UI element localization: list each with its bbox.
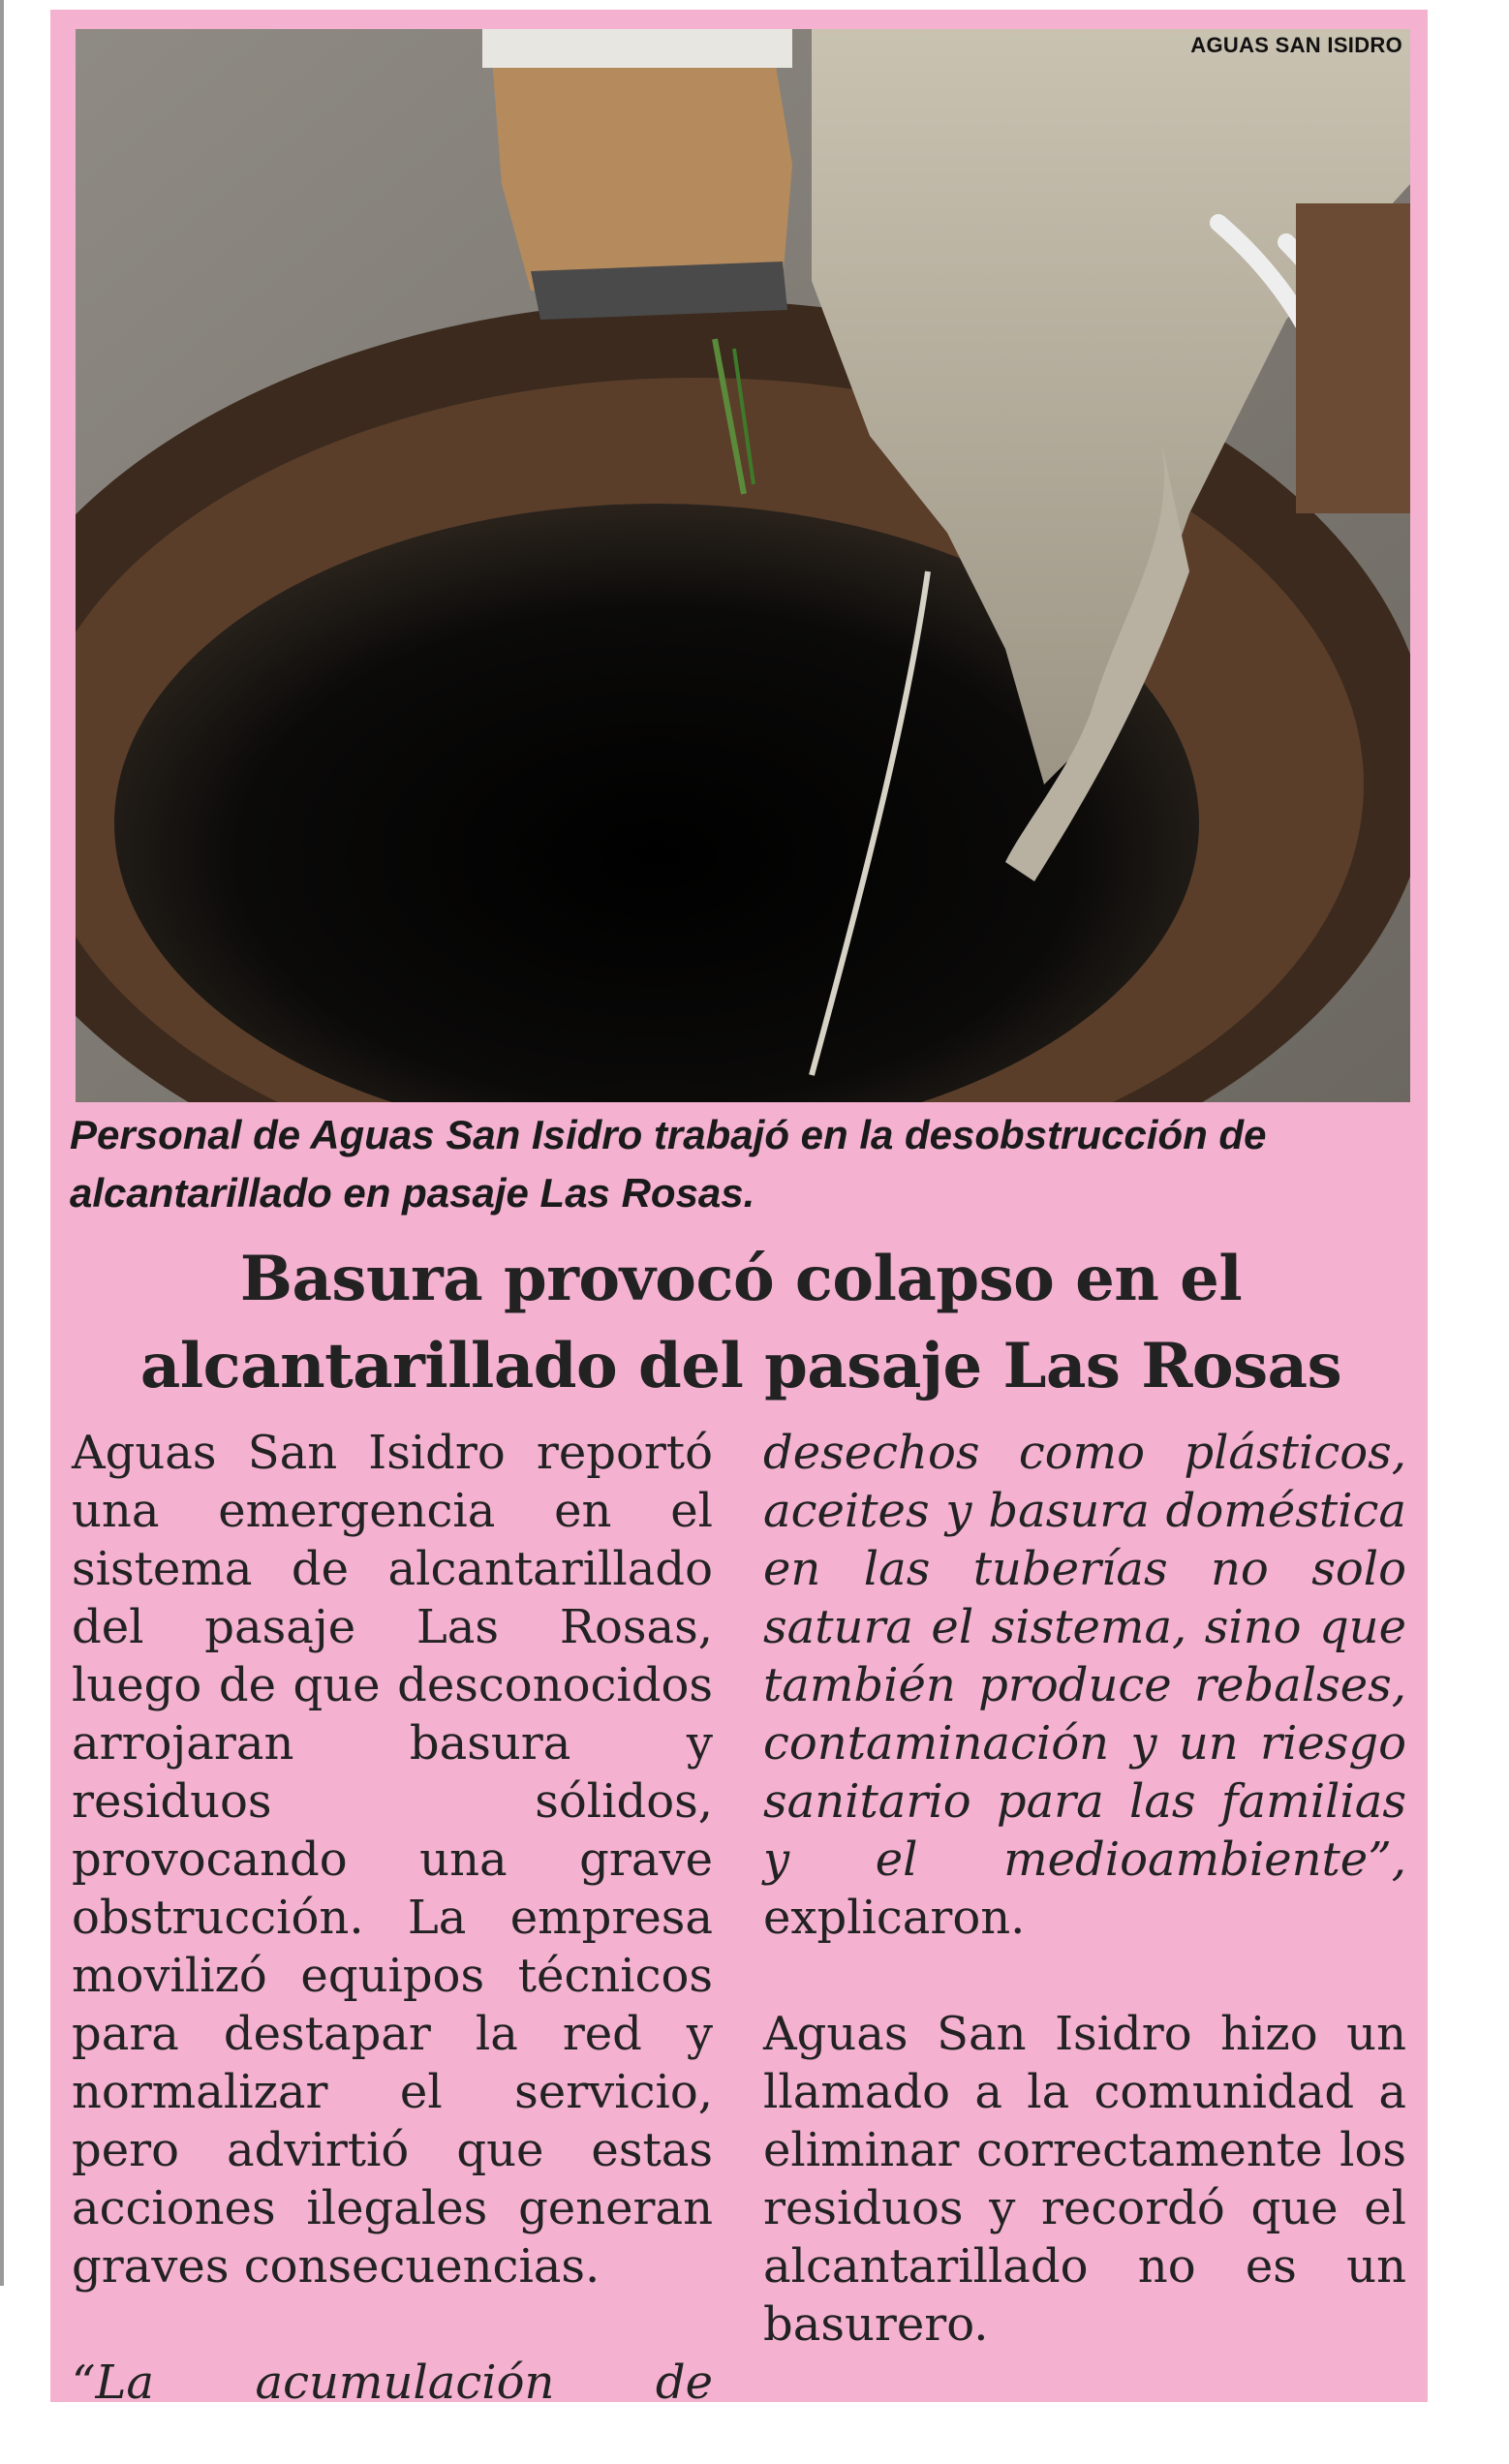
body-paragraph-1: Aguas San Isidro reportó una emergencia en el sistema de alcantarillado del pasaje Las Rosas, luego de que desconocidos arrojaran basura y residuos sólidos, provocando una grave obstrucción. La empresa movilizó equipos técnicos para destapar la red y normalizar el servicio, pero advirtió que estas acciones ilegales generan graves consecuencias. <box>72 1426 713 2294</box>
quote-paragraph <box>763 1424 1406 1947</box>
quote-text: desechos como plásticos, aceites y basura doméstica en las tuberías no solo satura el sistema, sino que también produce rebalses, contaminación y un riesgo sanitario para las familias y el medioambiente”, <box>763 1426 1406 1887</box>
page-edge-rule <box>0 0 4 2286</box>
manhole-photo-illustration <box>76 29 1410 1102</box>
quote-attribution: explicaron. <box>763 1891 1026 1945</box>
photo-credit: AGUAS SAN ISIDRO <box>1190 33 1402 57</box>
body-paragraph-2: Aguas San Isidro hizo un llamado a la comunidad a eliminar correctamente los residuos y recordó que el alcantarillado no es un basurero. <box>763 2007 1406 2352</box>
body-column-right <box>763 1424 1406 2354</box>
photo-caption: Personal de Aguas San Isidro trabajó en la desobstrucción de alcantarillado en pasaje Las Rosas. <box>70 1112 1267 1216</box>
quote-opening: “La acumulación de <box>72 2356 713 2410</box>
body-column-left <box>72 1424 713 2412</box>
boot-shape <box>482 29 792 320</box>
article-photo <box>76 29 1410 1102</box>
headline: Basura provocó colapso en el alcantarillado del pasaje Las Rosas <box>139 1243 1342 1402</box>
